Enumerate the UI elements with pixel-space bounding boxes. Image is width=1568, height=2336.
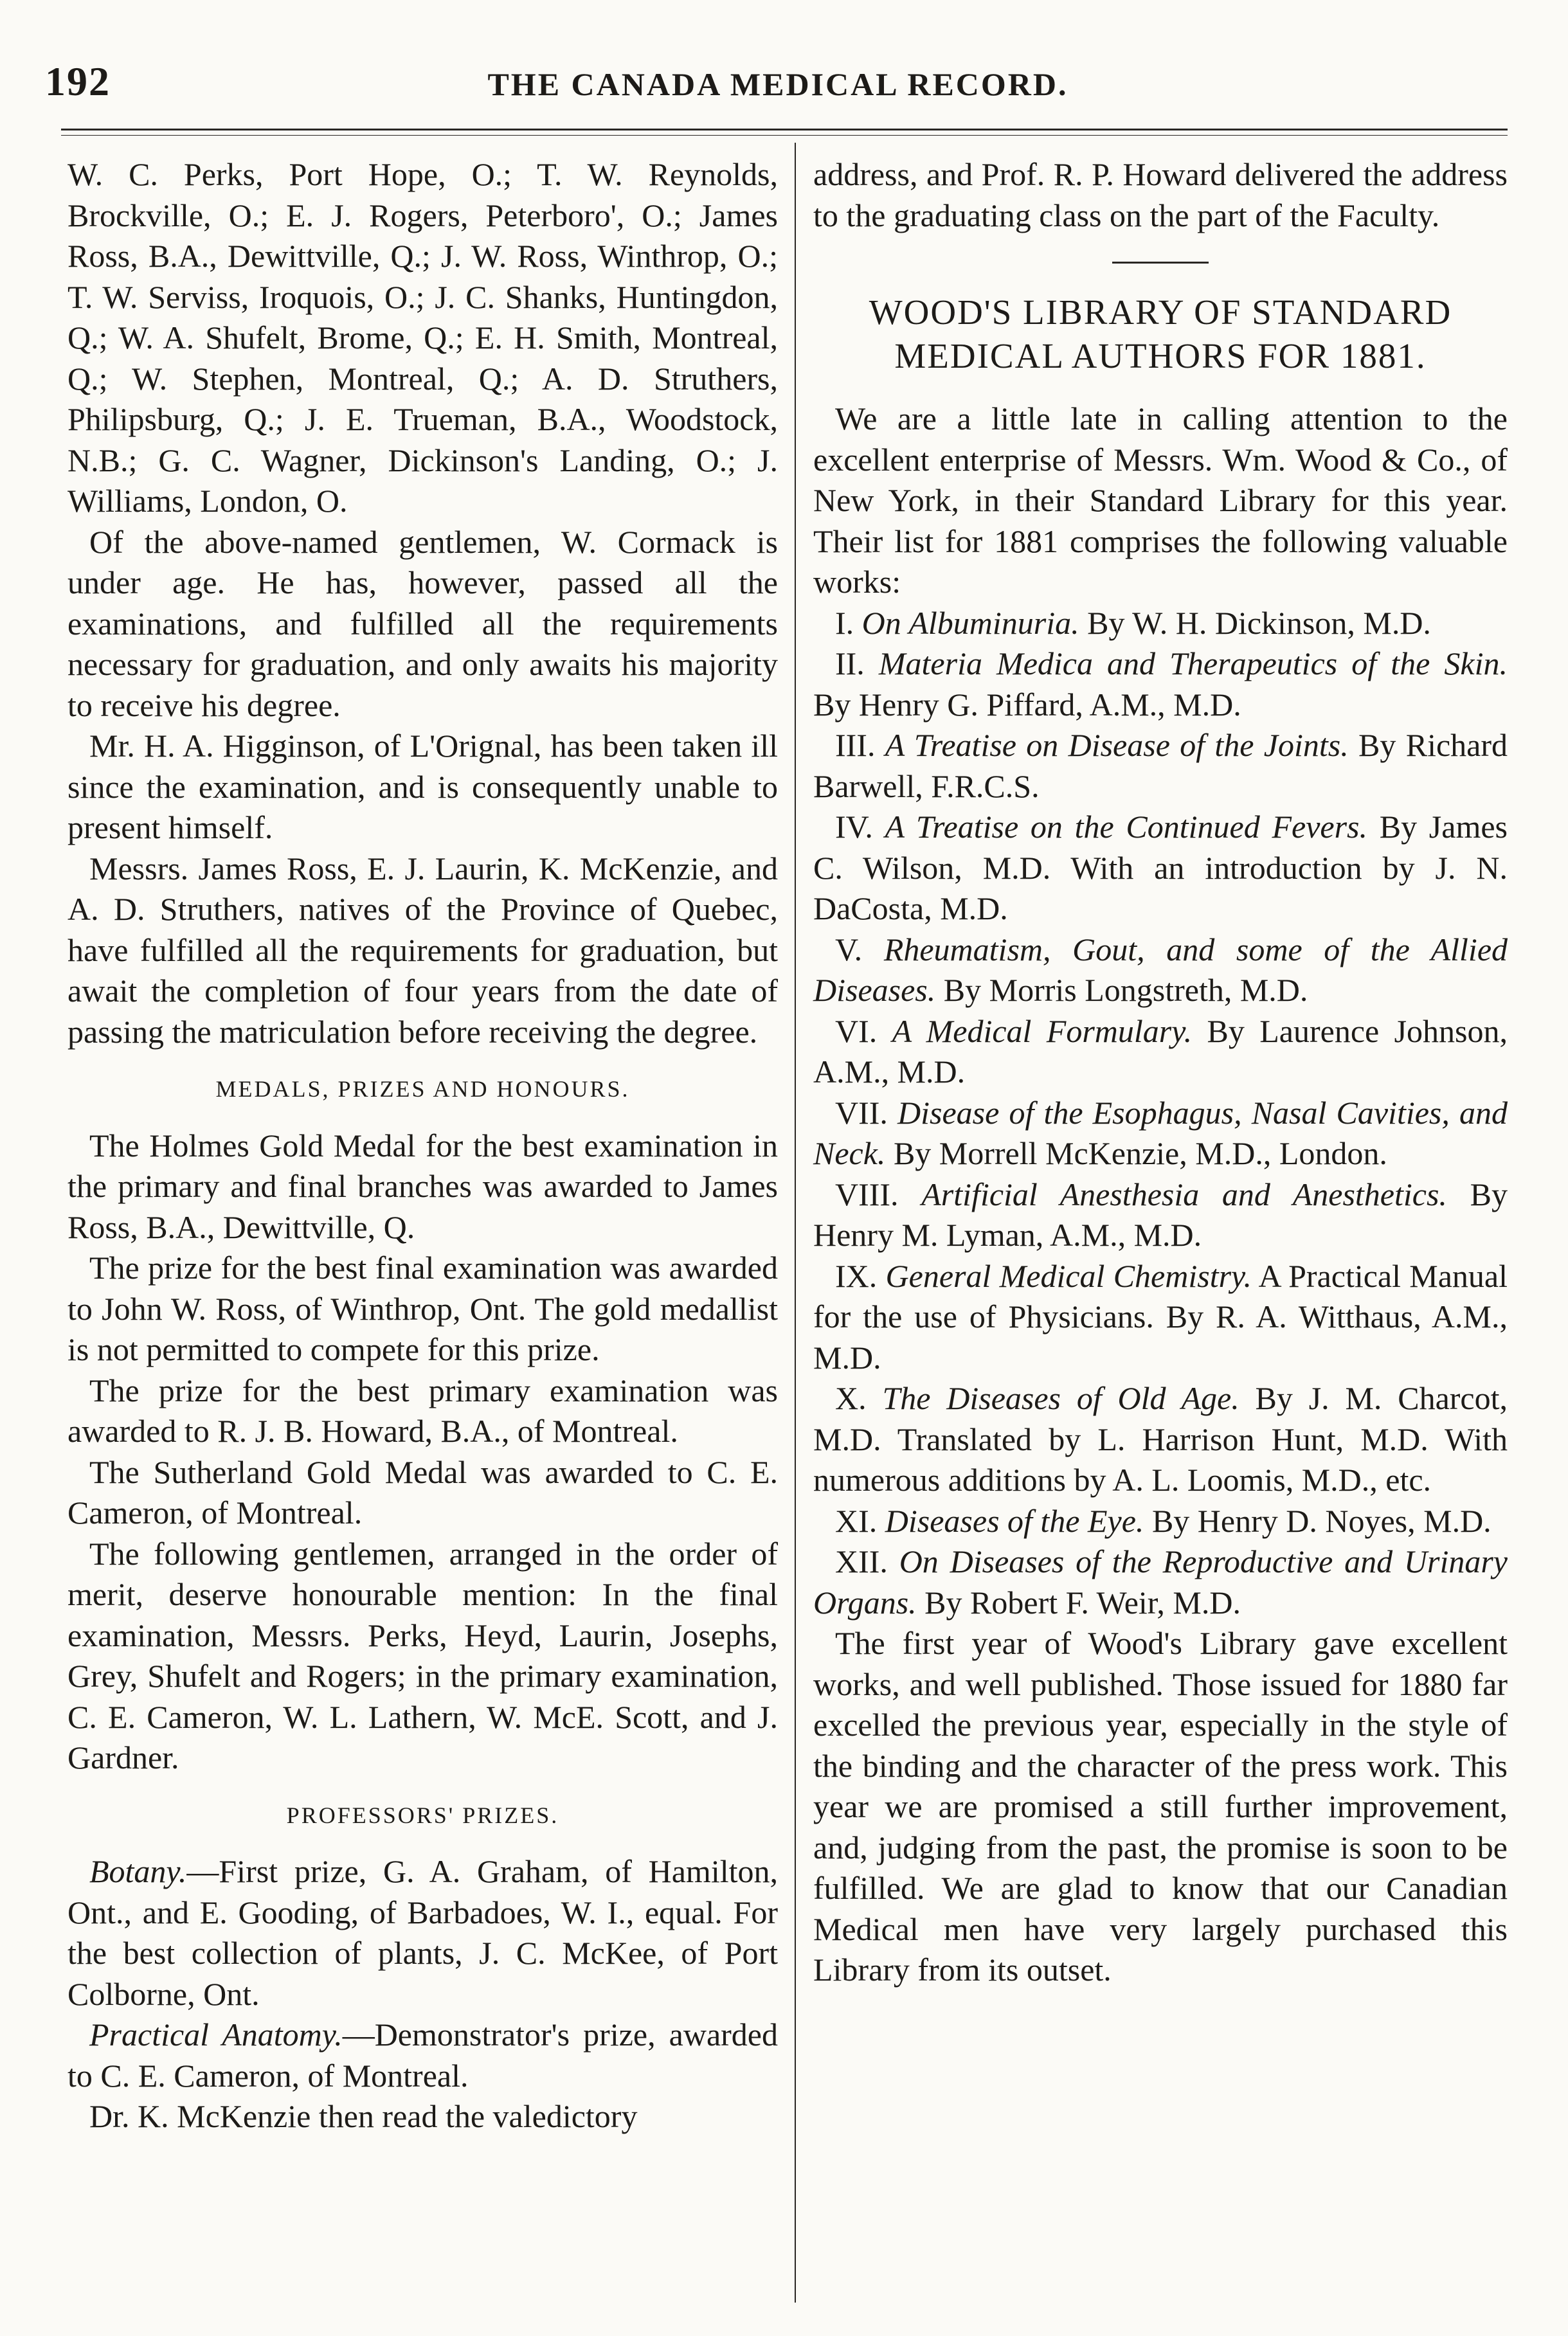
book-author: By Henry G. Piffard, A.M., M.D. — [813, 686, 1241, 723]
book-title: Materia Medica and Therapeutics of the Skin. — [878, 645, 1508, 681]
book-author: By W. H. Dickinson, M.D. — [1079, 604, 1431, 641]
book-entry — [813, 807, 1508, 930]
column-divider — [795, 143, 796, 2303]
book-list — [813, 603, 1508, 1624]
left-column — [68, 154, 778, 2137]
book-author: By J. M. Charcot, M.D. Translated by L. Harrison Hunt, M.D. With numerous additions by A. L. Loomis, M.D., etc. — [813, 1380, 1508, 1498]
paragraph-botany — [68, 1851, 778, 2015]
book-author: By Henry D. Noyes, M.D. — [1144, 1502, 1491, 1539]
book-title: Artificial Anesthesia and Anesthetics. — [921, 1176, 1447, 1212]
book-number: V. — [835, 931, 863, 967]
book-entry — [813, 1501, 1508, 1542]
page-number: 192 — [45, 58, 111, 104]
paragraph-quebec-natives: Messrs. James Ross, E. J. Laurin, K. McKenzie, and A. D. Struthers, natives of the Province of Quebec, have fulfilled all the requirements for graduation, but await the completion of four years from the date of passing the matriculation before receiving the degree. — [68, 850, 778, 1050]
paragraph-final-prize: The prize for the best final examination was awarded to John W. Ross, of Winthrop, Ont. The gold medallist is not permitted to compete for this prize. — [68, 1250, 778, 1367]
book-title: Disease of the Esophagus, Nasal Cavities, and Neck. — [813, 1094, 1508, 1171]
book-number: I. — [835, 604, 854, 641]
book-author: By James C. Wilson, M.D. With an introduction by J. N. DaCosta, M.D. — [813, 809, 1508, 926]
book-number: XII. — [835, 1543, 888, 1579]
journal-title: THE CANADA MEDICAL RECORD. — [487, 66, 1068, 102]
book-title: On Diseases of the Reproductive and Urinary Organs. — [813, 1543, 1508, 1621]
paragraph-underage: Of the above-named gentlemen, W. Cormack is under age. He has, however, passed all the examinations, and fulfilled all the requirements necessary for graduation, and only awaits his majority to receive his degree. — [68, 523, 778, 723]
header-rule — [61, 129, 1508, 130]
botany-label: Botany. — [89, 1853, 187, 1889]
paragraph-closing: The first year of Wood's Library gave excellent works, and well published. Those issued for 1880 far excelled the previous year, especially in the style of the binding and the character of the press work. This year we are promised a still further improvement, and, judging from the past, the promise is soon to be fulfilled. We are glad to know that our Canadian Medical men have very largely purchased this Library from its outset. — [813, 1625, 1508, 1988]
book-author: By Laurence Johnson, A.M., M.D. — [813, 1012, 1508, 1090]
book-title: On Albuminuria. — [861, 604, 1079, 641]
paragraph-honourable-mention: The following gentlemen, arranged in the order of merit, deserve honourable mention: In the final examination, Messrs. Perks, Heyd, Laurin, Josephs, Grey, Shufelt and Rogers; in the primary examination, C. E. Cameron, W. L. Lathern, W. McE. Scott, and J. Gardner. — [68, 1535, 778, 1775]
paragraph-valedictory: Dr. K. McKenzie then read the valedictory — [89, 2098, 638, 2134]
book-entry — [813, 1256, 1508, 1379]
book-author: By Morrell McKenzie, M.D., London. — [885, 1135, 1387, 1171]
book-title: Rheumatism, Gout, and some of the Allied Diseases. — [813, 931, 1508, 1008]
anatomy-text: —Demonstrator's prize, awarded to C. E. Cameron, of Montreal. — [68, 2017, 778, 2094]
book-entry — [813, 1011, 1508, 1093]
book-author: A Practical Manual for the use of Physicians. By R. A. Witthaus, A.M., M.D. — [813, 1257, 1508, 1376]
book-number: III. — [835, 727, 876, 763]
book-number: VI. — [835, 1012, 878, 1049]
book-author: By Morris Longstreth, M.D. — [935, 972, 1308, 1008]
book-number: VIII. — [835, 1176, 899, 1212]
book-title: A Treatise on Disease of the Joints. — [885, 727, 1349, 763]
page-header — [45, 46, 1511, 117]
section-title: WOOD'S LIBRARY OF STANDARD MEDICAL AUTHORS FOR 1881. — [869, 292, 1452, 375]
paragraph-anatomy — [68, 2015, 778, 2096]
paragraph-higginson: Mr. H. A. Higginson, of L'Orignal, has been taken ill since the examination, and is consequently unable to present himself. — [68, 728, 778, 845]
book-title: A Treatise on the Continued Fevers. — [885, 809, 1368, 845]
book-entry — [813, 603, 1508, 644]
book-number: VII. — [835, 1094, 888, 1131]
section-separator — [1112, 262, 1209, 264]
paragraph-intro: We are a little late in calling attention to the excellent enterprise of Messrs. Wm. Wood & Co., of New York, in their Standard Library for this year. Their list for 1881 comprises the following valuable works: — [813, 400, 1508, 600]
professors-prizes-heading: PROFESSORS' PRIZES. — [286, 1802, 559, 1828]
book-entry — [813, 643, 1508, 725]
book-author: By Richard Barwell, F.R.C.S. — [813, 727, 1508, 804]
book-author: By Robert F. Weir, M.D. — [916, 1584, 1241, 1621]
graduates-list: W. C. Perks, Port Hope, O.; T. W. Reynolds, Brockville, O.; E. J. Rogers, Peterboro', O.; James Ross, B.A., Dewittville, Q.; J. W. Ross, Winthrop, O.; T. W. Serviss, Iroquois, O.; J. C. Shanks, Huntingdon, Q.; W. A. Shufelt, Brome, Q.; E. H. Smith, Montreal, Q.; W. Stephen, Montreal, Q.; A. D. Struthers, Philipsburg, Q.; J. E. Trueman, B.A., Woodstock, N.B.; G. C. Wagner, Dickinson's Landing, O.; J. Williams, London, O. — [68, 156, 778, 519]
anatomy-label: Practical Anatomy. — [89, 2017, 343, 2053]
book-title: A Medical Formulary. — [892, 1012, 1193, 1049]
book-title: Diseases of the Eye. — [885, 1502, 1144, 1539]
book-entry — [813, 1174, 1508, 1256]
book-number: IV. — [835, 809, 873, 845]
book-entry — [813, 725, 1508, 807]
book-author: By Henry M. Lyman, A.M., M.D. — [813, 1176, 1508, 1253]
medals-heading: MEDALS, PRIZES AND HONOURS. — [215, 1076, 630, 1102]
book-entry — [813, 930, 1508, 1011]
book-number: X. — [835, 1380, 867, 1416]
paragraph-holmes-medal: The Holmes Gold Medal for the best examination in the primary and final branches was awarded to James Ross, B.A., Dewittville, Q. — [68, 1127, 778, 1245]
botany-text: —First prize, G. A. Graham, of Hamilton, Ont., and E. Gooding, of Barbadoes, W. I., equal. For the best collection of plants, J. C. McKee, of Port Colborne, Ont. — [68, 1853, 778, 2012]
book-title: The Diseases of Old Age. — [882, 1380, 1239, 1416]
book-number: II. — [835, 645, 865, 681]
book-title: General Medical Chemistry. — [885, 1257, 1252, 1294]
header-rule-thin — [61, 135, 1508, 136]
book-entry — [813, 1541, 1508, 1623]
paragraph-primary-prize: The prize for the best primary examination was awarded to R. J. B. Howard, B.A., of Montreal. — [68, 1372, 778, 1449]
paragraph-address: address, and Prof. R. P. Howard delivered the address to the graduating class on the part of the Faculty. — [813, 156, 1508, 233]
book-entry — [813, 1378, 1508, 1501]
paragraph-sutherland-medal: The Sutherland Gold Medal was awarded to C. E. Cameron, of Montreal. — [68, 1453, 778, 1531]
book-number: IX. — [835, 1257, 878, 1294]
right-column — [813, 154, 1508, 1991]
book-entry — [813, 1093, 1508, 1174]
book-number: XI. — [835, 1502, 878, 1539]
